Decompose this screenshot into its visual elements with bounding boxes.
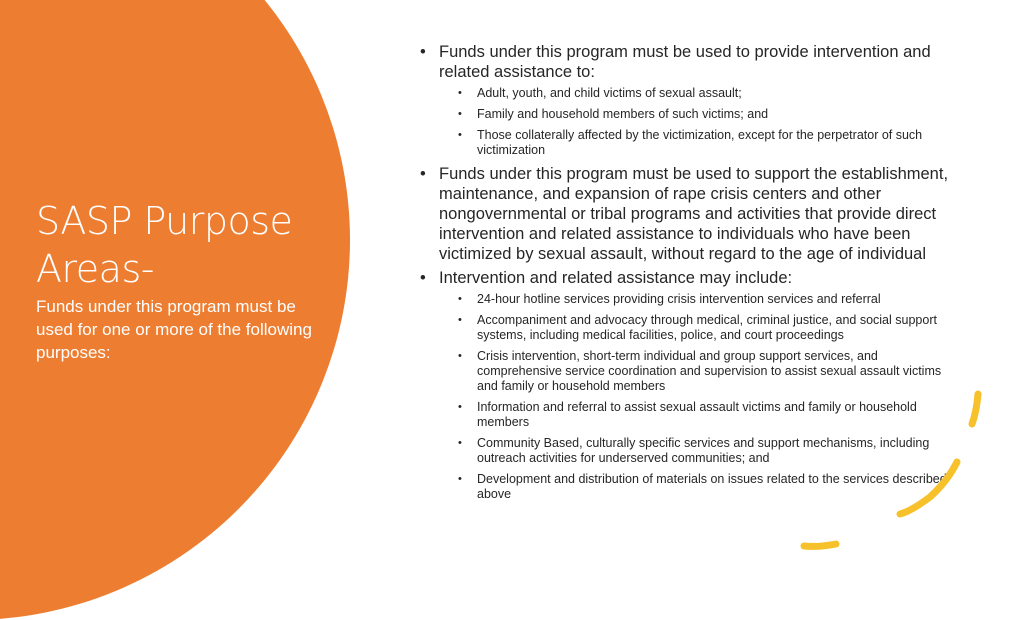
bullet-dot-icon: • [458,87,462,99]
sub-bullet-item [420,292,950,307]
title-line-1: SASP Purpose [36,199,293,243]
bullet-dot-icon: • [420,165,426,183]
yellow-squiggle-decoration [790,380,990,570]
bullet-dot-icon: • [458,473,462,485]
bullet-text: Funds under this program must be used to support the establishment, maintenance, and expansion of rape crisis centers and other nongovernmental or tribal programs and activities that provide direct intervention and related assistance to individuals who have been victimized by sexual assault, without regard to the age of individual [439,165,949,263]
bullet-dot-icon: • [420,43,426,61]
sub-bullet-text: Adult, youth, and child victims of sexual assault; [477,86,742,100]
squiggle-bottom-stroke [804,544,836,546]
sub-bullet-text: Crisis intervention, short-term individual and group support services, and comprehensive service coordination and supervision to assist sexual assault victims and family or household members [477,349,942,393]
bullet-dot-icon: • [458,129,462,141]
bullet-text: Funds under this program must be used to provide intervention and related assistance to: [439,43,931,81]
sub-bullet-text: Development and distribution of materials on issues related to the services described above [477,472,947,501]
title-line-2: Areas- [36,247,154,291]
bullet-dot-icon: • [458,350,462,362]
sub-bullet-text: Family and household members of such victims; and [477,107,769,121]
bullet-dot-icon: • [458,437,462,449]
bullet-dot-icon: • [458,293,462,305]
bullet-dot-icon: • [458,108,462,120]
bullet-item [420,42,950,82]
sub-bullet-text: Those collaterally affected by the victimization, except for the perpetrator of such victimization [477,128,923,157]
sub-bullet-text: Accompaniment and advocacy through medical, criminal justice, and social support systems, including medical facilities, police, and court proceedings [477,313,937,342]
squiggle-middle-stroke [900,462,957,514]
bullet-item [420,164,950,264]
slide-title [36,197,326,293]
sub-bullet-item [420,86,950,101]
slide-subtitle: Funds under this program must be used for one or more of the following purposes: [36,297,312,362]
sub-bullet-item [420,128,950,158]
bullet-dot-icon: • [458,401,462,413]
sub-bullet-text: Information and referral to assist sexual assault victims and family or household members [477,400,917,429]
squiggle-top-stroke [972,394,978,424]
bullet-text: Intervention and related assistance may include: [439,269,793,287]
sub-bullet-item [420,107,950,122]
bullet-dot-icon: • [420,269,426,287]
sub-bullet-text: Community Based, culturally specific services and support mechanisms, including outreach activities for underserved communities; and [477,436,930,465]
sub-bullet-item [420,313,950,343]
bullet-item [420,268,950,288]
squiggle-strokes [804,394,978,546]
bullet-dot-icon: • [458,314,462,326]
sub-bullet-text: 24-hour hotline services providing crisis intervention services and referral [477,292,881,306]
title-block [36,197,326,364]
